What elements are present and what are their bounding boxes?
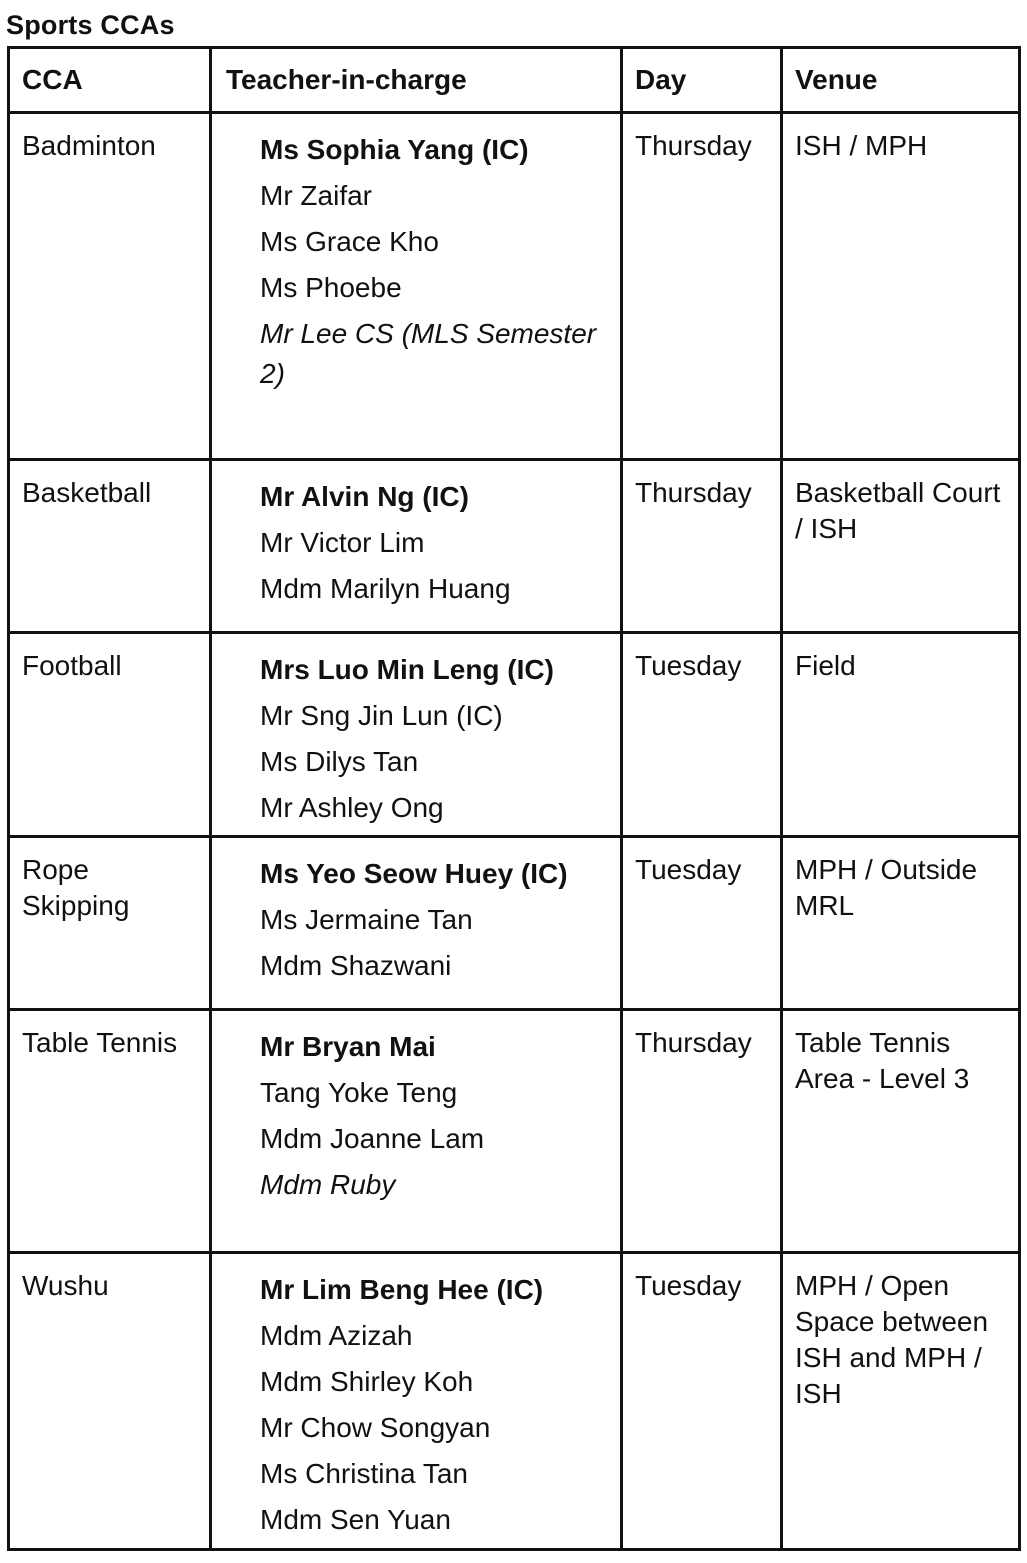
cca-name-cell: Rope Skipping xyxy=(9,837,211,1010)
teacher-cell xyxy=(211,1010,622,1253)
venue-cell: MPH / Outside MRL xyxy=(782,837,1020,1010)
teacher-name: Ms Grace Kho xyxy=(260,226,439,257)
venue-cell: ISH / MPH xyxy=(782,113,1020,460)
teacher-name: Mdm Joanne Lam xyxy=(260,1123,485,1154)
teacher-cell xyxy=(211,633,622,837)
teacher-name: Mdm Marilyn Huang xyxy=(260,573,511,604)
teacher-name: Mr Lim Beng Hee (IC) xyxy=(260,1274,544,1305)
cca-name-cell: Football xyxy=(9,633,211,837)
teacher-list xyxy=(260,1270,614,1540)
day-cell: Tuesday xyxy=(622,1253,782,1550)
table-row xyxy=(9,1253,1020,1550)
table-row xyxy=(9,633,1020,837)
venue-cell: Basketball Court / ISH xyxy=(782,460,1020,633)
day-cell: Thursday xyxy=(622,113,782,460)
teacher-name: Ms Phoebe xyxy=(260,272,402,303)
teacher-name: Ms Sophia Yang (IC) xyxy=(260,134,529,165)
teacher-cell xyxy=(211,113,622,460)
header-teacher-in-charge: Teacher-in-charge xyxy=(211,48,622,113)
teacher-name: Mdm Sen Yuan xyxy=(260,1504,451,1535)
day-cell: Thursday xyxy=(622,460,782,633)
teacher-name: Mr Chow Songyan xyxy=(260,1412,491,1443)
cca-name-cell: Basketball xyxy=(9,460,211,633)
table-row xyxy=(9,837,1020,1010)
sports-cca-table xyxy=(7,46,1021,1551)
teacher-name: Mdm Shazwani xyxy=(260,950,452,981)
teacher-name: Mdm Shirley Koh xyxy=(260,1366,474,1397)
teacher-name: Mr Sng Jin Lun (IC) xyxy=(260,700,503,731)
table-row xyxy=(9,1010,1020,1253)
teacher-list xyxy=(260,650,614,828)
teacher-name: Mr Victor Lim xyxy=(260,527,425,558)
teacher-name: Tang Yoke Teng xyxy=(260,1077,458,1108)
teacher-cell xyxy=(211,460,622,633)
venue-cell: Table Tennis Area - Level 3 xyxy=(782,1010,1020,1253)
cca-name-cell: Table Tennis xyxy=(9,1010,211,1253)
teacher-name: Mr Alvin Ng (IC) xyxy=(260,481,469,512)
teacher-name: Ms Yeo Seow Huey (IC) xyxy=(260,858,568,889)
teacher-name: Mdm Azizah xyxy=(260,1320,413,1351)
venue-cell: MPH / Open Space between ISH and MPH / ISH xyxy=(782,1253,1020,1550)
table-row xyxy=(9,113,1020,460)
table-row xyxy=(9,460,1020,633)
header-cca: CCA xyxy=(9,48,211,113)
teacher-name: Mdm Ruby xyxy=(260,1169,396,1200)
cca-name-cell: Wushu xyxy=(9,1253,211,1550)
header-day: Day xyxy=(622,48,782,113)
teacher-name: Mr Ashley Ong xyxy=(260,792,444,823)
cca-name-cell: Badminton xyxy=(9,113,211,460)
header-venue: Venue xyxy=(782,48,1020,113)
teacher-name: Mr Bryan Mai xyxy=(260,1031,436,1062)
teacher-list xyxy=(260,854,614,986)
teacher-list xyxy=(260,1027,614,1205)
page-title: Sports CCAs xyxy=(6,10,175,40)
teacher-list xyxy=(260,477,614,609)
teacher-cell xyxy=(211,837,622,1010)
day-cell: Thursday xyxy=(622,1010,782,1253)
day-cell: Tuesday xyxy=(622,837,782,1010)
teacher-name: Mr Lee CS (MLS Semester 2) xyxy=(260,318,597,389)
teacher-name: Ms Dilys Tan xyxy=(260,746,419,777)
teacher-name: Mrs Luo Min Leng (IC) xyxy=(260,654,554,685)
teacher-name: Ms Jermaine Tan xyxy=(260,904,473,935)
teacher-name: Ms Christina Tan xyxy=(260,1458,469,1489)
day-cell: Tuesday xyxy=(622,633,782,837)
teacher-name: Mr Zaifar xyxy=(260,180,372,211)
teacher-cell xyxy=(211,1253,622,1550)
teacher-list xyxy=(260,130,614,394)
venue-cell: Field xyxy=(782,633,1020,837)
table-header-row xyxy=(9,48,1020,113)
